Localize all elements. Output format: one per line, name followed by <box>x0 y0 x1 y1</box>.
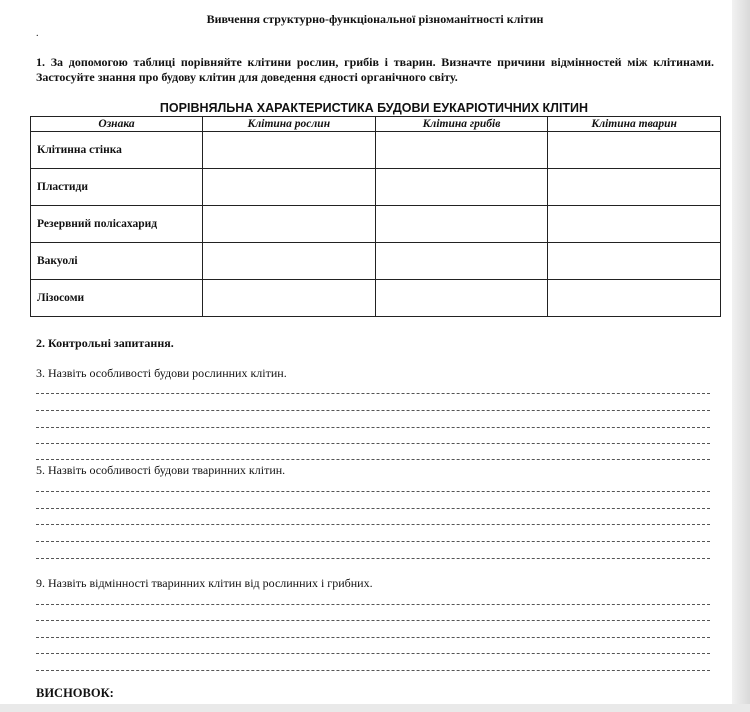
answer-line[interactable] <box>36 508 710 509</box>
answer-cell[interactable] <box>203 206 376 243</box>
row-label: Резервний полісахарид <box>31 206 203 243</box>
answer-line[interactable] <box>36 558 710 559</box>
answer-cell[interactable] <box>203 169 376 206</box>
answer-cell[interactable] <box>375 169 548 206</box>
answer-cell[interactable] <box>375 280 548 317</box>
conclusion-heading: ВИСНОВОК: <box>36 686 114 700</box>
question-9: 9. Назвіть відмінності тваринних клітин від рослинних і грибних. <box>36 576 373 590</box>
answer-cell[interactable] <box>548 206 721 243</box>
table-row <box>31 243 721 280</box>
answer-line[interactable] <box>36 427 710 428</box>
table-row <box>31 206 721 243</box>
table-row <box>31 132 721 169</box>
answer-cell[interactable] <box>548 169 721 206</box>
stray-dot: . <box>36 28 39 39</box>
answer-line[interactable] <box>36 637 710 638</box>
answer-line[interactable] <box>36 541 710 542</box>
row-label: Пластиди <box>31 169 203 206</box>
comparison-table <box>30 116 721 317</box>
answer-line[interactable] <box>36 653 710 654</box>
answer-cell[interactable] <box>203 132 376 169</box>
answer-line[interactable] <box>36 393 710 394</box>
answer-cell[interactable] <box>548 243 721 280</box>
document-title: Вивчення структурно-функціональної різноманітності клітин <box>206 12 544 26</box>
answer-line[interactable] <box>36 459 710 460</box>
task-1-text: 1. За допомогою таблиці порівняйте клітини рослин, грибів і тварин. Визначте причини відмінностей між клітинами. Застосуйте знання про будову клітин для доведення єдності органічного світу. <box>36 55 714 84</box>
answer-line[interactable] <box>36 670 710 671</box>
answer-cell[interactable] <box>375 132 548 169</box>
answer-cell[interactable] <box>375 243 548 280</box>
header-animal-cell: Клітина тварин <box>548 117 721 132</box>
header-fungi-cell: Клітина грибів <box>375 117 548 132</box>
answer-cell[interactable] <box>375 206 548 243</box>
question-5: 5. Назвіть особливості будови тваринних клітин. <box>36 463 286 477</box>
answer-line[interactable] <box>36 443 710 444</box>
answer-line[interactable] <box>36 410 710 411</box>
row-label: Клітинна стінка <box>31 132 203 169</box>
section-2-heading: 2. Контрольні запитання. <box>36 336 174 350</box>
page-edge-shadow <box>732 0 750 712</box>
table-row <box>31 280 721 317</box>
answer-cell[interactable] <box>548 280 721 317</box>
answer-cell[interactable] <box>203 280 376 317</box>
answer-cell[interactable] <box>548 132 721 169</box>
header-plant-cell: Клітина рослин <box>203 117 376 132</box>
table-row <box>31 169 721 206</box>
table-title: ПОРІВНЯЛЬНА ХАРАКТЕРИСТИКА БУДОВИ ЕУКАРІОТИЧНИХ КЛІТИН <box>159 101 589 115</box>
page-bottom-edge <box>0 704 750 712</box>
answer-line[interactable] <box>36 620 710 621</box>
answer-line[interactable] <box>36 604 710 605</box>
answer-line[interactable] <box>36 491 710 492</box>
question-3: 3. Назвіть особливості будови рослинних клітин. <box>36 366 287 380</box>
row-label: Вакуолі <box>31 243 203 280</box>
header-feature: Ознака <box>31 117 203 132</box>
row-label: Лізосоми <box>31 280 203 317</box>
answer-cell[interactable] <box>203 243 376 280</box>
answer-line[interactable] <box>36 524 710 525</box>
table-header-row <box>31 117 721 132</box>
